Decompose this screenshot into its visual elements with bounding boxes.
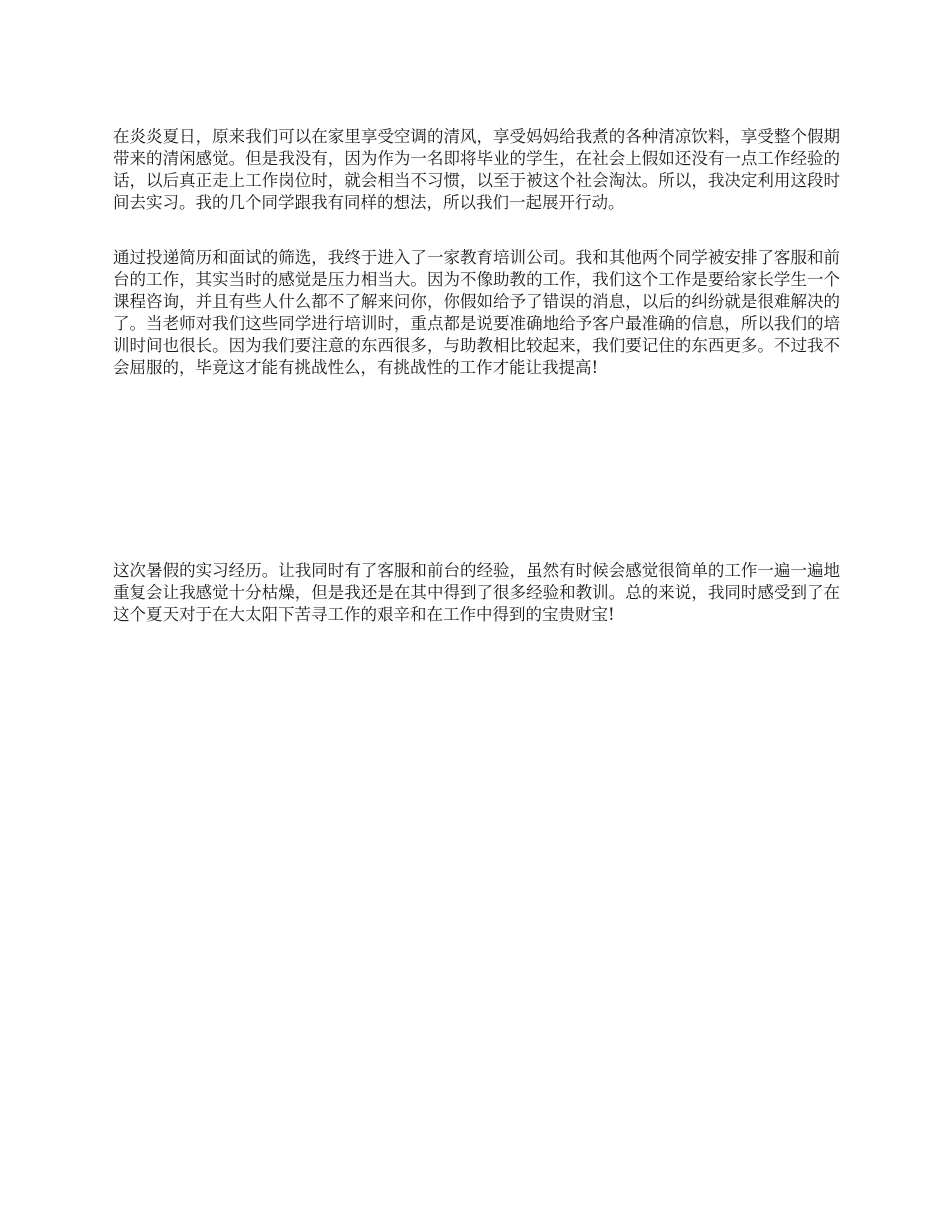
paragraph-3: 这次暑假的实习经历。让我同时有了客服和前台的经验，虽然有时候会感觉很简单的工作一遍一遍地重复会让我感觉十分枯燥，但是我还是在其中得到了很多经验和教训。总的来说，我同时感受到了在这个夏天对于在大太阳下苦寻工作的艰辛和在工作中得到的宝贵财宝! [113, 561, 840, 624]
paragraph-1: 在炎炎夏日，原来我们可以在家里享受空调的清风，享受妈妈给我煮的各种清凉饮料，享受整个假期带来的清闲感觉。但是我没有，因为作为一名即将毕业的学生，在社会上假如还没有一点工作经验的话，以后真正走上工作岗位时，就会相当不习惯，以至于被这个社会淘汰。所以，我决定利用这段时间去实习。我的几个同学跟我有同样的想法，所以我们一起展开行动。 [113, 127, 840, 212]
paragraph-2: 通过投递简历和面试的筛选，我终于进入了一家教育培训公司。我和其他两个同学被安排了客服和前台的工作，其实当时的感觉是压力相当大。因为不像助教的工作，我们这个工作是要给家长学生一个课程咨询，并且有些人什么都不了解来问你，你假如给予了错误的消息，以后的纠纷就是很难解决的了。当老师对我们这些同学进行培训时，重点都是说要准确地给予客户最准确的信息，所以我们的培训时间也很长。因为我们要注意的东西很多，与助教相比较起来，我们要记住的东西更多。不过我不会屈服的，毕竟这才能有挑战性么，有挑战性的工作才能让我提高! [113, 248, 840, 377]
